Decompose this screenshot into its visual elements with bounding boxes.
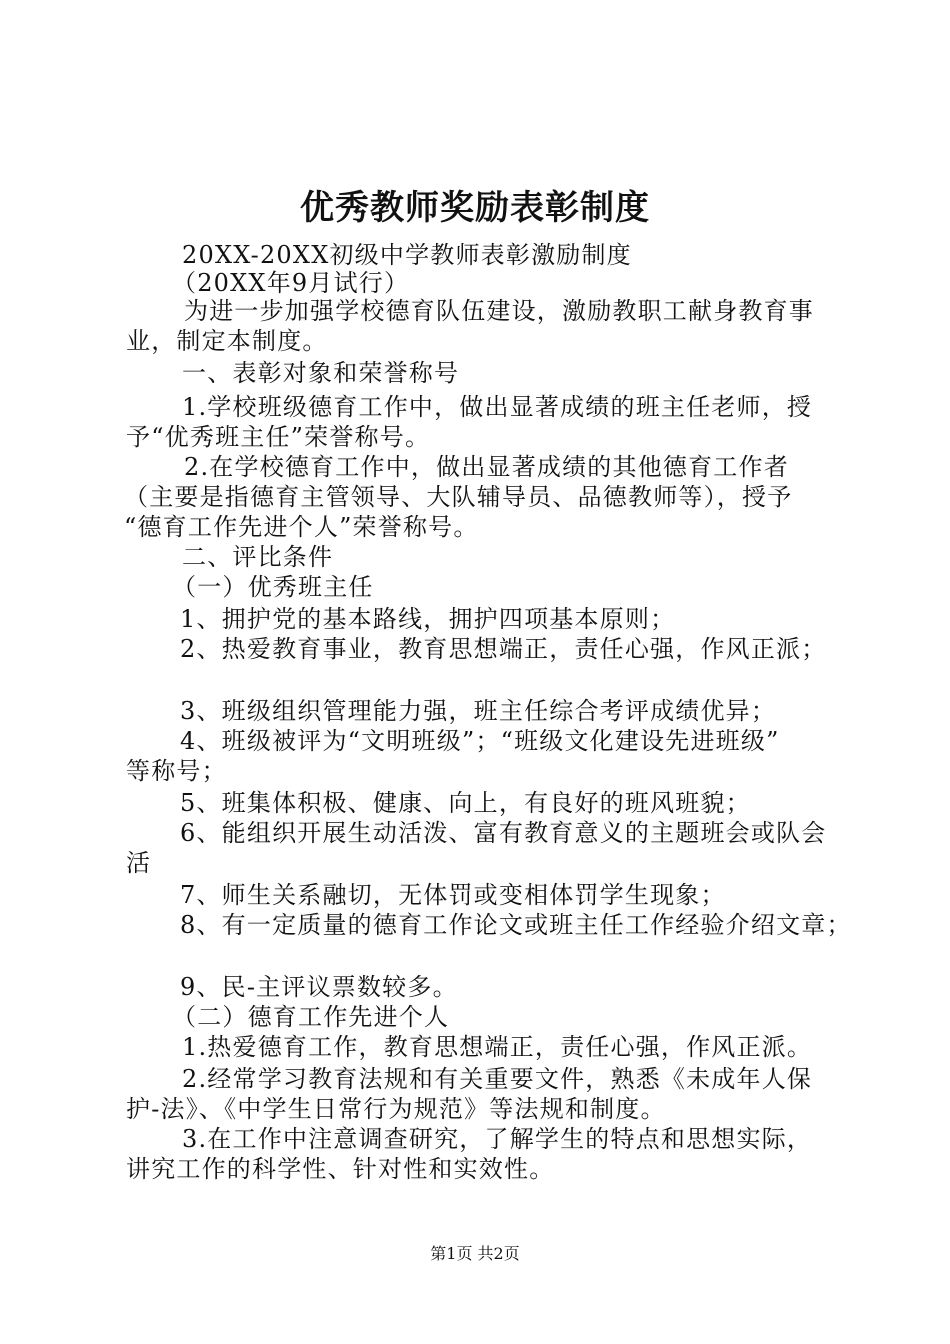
text-line-1: 20XX-20XX初级中学教师表彰激励制度	[182, 241, 632, 269]
page-number: 第1页 共2页	[430, 1244, 520, 1263]
text-line-21: 7、师生关系融切，无体罚或变相体罚学生现象；	[180, 881, 726, 909]
document-title: 优秀教师奖励表彰制度	[300, 188, 650, 228]
text-line-23: 9、民-主评议票数较多。	[180, 973, 458, 1001]
section-heading-2: 二、评比条件	[182, 543, 334, 571]
text-line-10: “德育工作先进个人”荣誉称号。	[124, 513, 479, 541]
subsection-heading-1: （一）优秀班主任	[172, 573, 374, 601]
text-line-8: 2.在学校德育工作中，做出显著成绩的其他德育工作者	[184, 453, 789, 481]
text-line-27: 护-法》、《中学生日常行为规范》等法规和制度。	[126, 1095, 666, 1123]
text-line-16: 4、班级被评为“文明班级”；“班级文化建设先进班级”	[180, 727, 780, 755]
text-line-26: 2.经常学习教育法规和有关重要文件，熟悉《未成年人保	[182, 1065, 813, 1093]
text-line-14: 2、热爱教育事业，教育思想端正，责任心强，作风正派；	[180, 635, 827, 663]
text-line-29: 讲究工作的科学性、针对性和实效性。	[126, 1155, 555, 1183]
text-line-3: 为进一步加强学校德育队伍建设，激励教职工献身教育事	[184, 297, 814, 325]
text-line-25: 1.热爱德育工作，教育思想端正，责任心强，作风正派。	[182, 1033, 813, 1061]
text-line-9: （主要是指德育主管领导、大队辅导员、品德教师等），授予	[124, 483, 793, 511]
text-line-19: 6、能组织开展生动活泼、富有教育意义的主题班会或队会	[180, 819, 827, 847]
text-line-28: 3.在工作中注意调查研究，了解学生的特点和思想实际，	[182, 1125, 813, 1153]
text-line-13: 1、拥护党的基本路线，拥护四项基本原则；	[180, 605, 676, 633]
text-line-2: （20XX年9月试行）	[172, 269, 410, 297]
text-line-18: 5、班集体积极、健康、向上，有良好的班风班貌；	[180, 789, 751, 817]
text-line-4: 业，制定本制度。	[126, 327, 328, 355]
text-line-15: 3、班级组织管理能力强，班主任综合考评成绩优异；	[180, 697, 777, 725]
text-line-20: 活	[126, 849, 152, 877]
text-line-22: 8、有一定质量的德育工作论文或班主任工作经验介绍文章；	[180, 911, 852, 939]
text-line-17: 等称号；	[126, 757, 227, 785]
text-line-6: 1.学校班级德育工作中，做出显著成绩的班主任老师，授	[182, 393, 813, 421]
text-line-7: 予“优秀班主任”荣誉称号。	[126, 423, 431, 451]
section-heading-1: 一、表彰对象和荣誉称号	[182, 359, 460, 387]
subsection-heading-2: （二）德育工作先进个人	[172, 1003, 450, 1031]
